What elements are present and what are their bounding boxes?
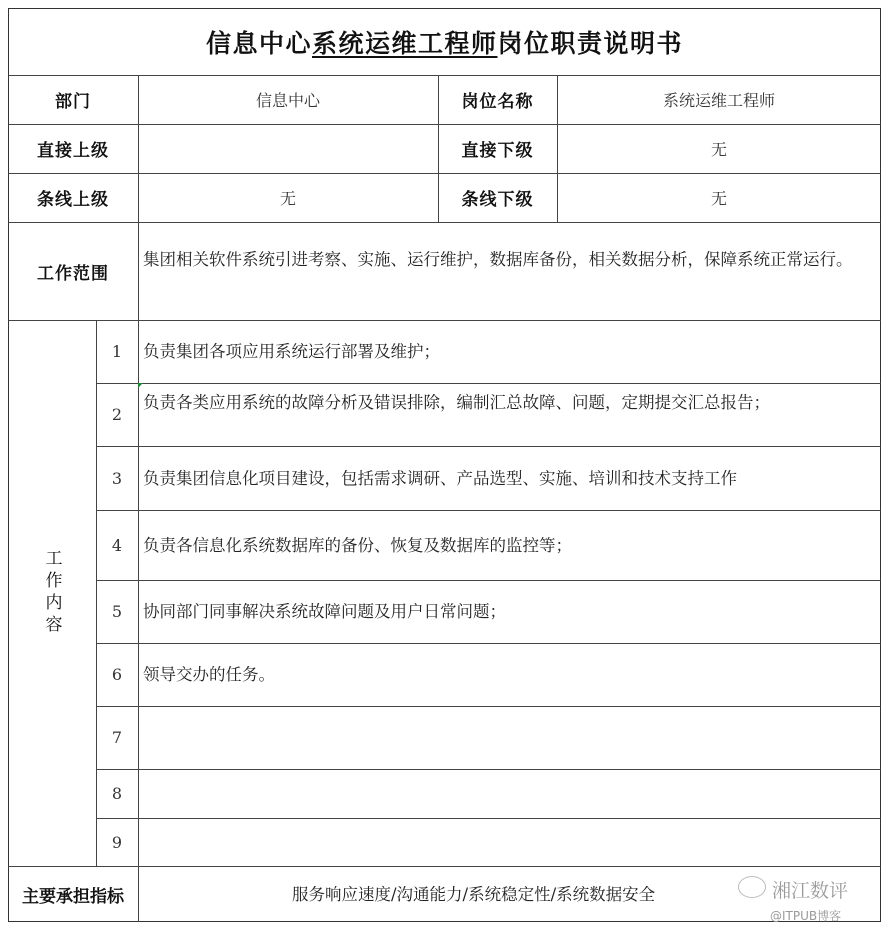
line-subordinate-label: 条线下级 xyxy=(461,190,534,210)
direct-superior-label: 直接上级 xyxy=(37,141,109,161)
divider xyxy=(96,706,881,707)
duty-text: 负责各类应用系统的故障分析及错误排除，编制汇总故障、问题，定期提交汇总报告； xyxy=(143,393,770,412)
duty-number: 5 xyxy=(111,602,123,621)
duty-number: 8 xyxy=(111,784,123,803)
duty-text: 负责集团各项应用系统运行部署及维护； xyxy=(143,342,440,361)
divider xyxy=(96,446,881,447)
duty-number: 1 xyxy=(111,342,123,361)
duty-number: 9 xyxy=(111,832,123,852)
duty-number: 7 xyxy=(111,728,123,747)
duty-text: 负责集团信息化项目建设，包括需求调研、产品选型、实施、培训和技术支持工作 xyxy=(143,469,737,488)
line-superior-label: 条线上级 xyxy=(37,190,109,210)
line-superior-value: 无 xyxy=(279,189,296,208)
scope-text: 集团相关软件系统引进考察、实施、运行维护，数据库备份，相关数据分析，保障系统正常运行。 xyxy=(143,250,853,269)
department-value: 信息中心 xyxy=(255,91,320,110)
title-underlined: 系统运维工程师 xyxy=(311,28,498,58)
divider xyxy=(96,510,881,511)
position-value: 系统运维工程师 xyxy=(662,91,775,110)
direct-superior-value xyxy=(138,124,438,173)
duties-label-cell xyxy=(8,320,96,866)
duty-number: 6 xyxy=(111,665,123,684)
duty-text: 协同部门同事解决系统故障问题及用户日常问题； xyxy=(143,602,506,621)
wechat-icon xyxy=(738,876,766,898)
watermark-source: @ITPUB博客 xyxy=(770,909,842,923)
duty-text: 领导交办的任务。 xyxy=(143,665,275,684)
line-subordinate-value: 无 xyxy=(710,189,727,208)
direct-subordinate-label: 直接下级 xyxy=(461,141,534,161)
title-suffix: 岗位职责说明书 xyxy=(497,28,684,58)
direct-subordinate-value: 无 xyxy=(710,140,727,159)
duty-number: 4 xyxy=(111,535,123,555)
duty-number: 3 xyxy=(111,468,123,488)
kpi-label: 主要承担指标 xyxy=(22,886,124,907)
kpi-text: 服务响应速度/沟通能力/系统稳定性/系统数据安全 xyxy=(292,885,656,904)
title-prefix: 信息中心 xyxy=(205,28,312,58)
divider xyxy=(96,643,881,644)
cell-comment-marker xyxy=(138,383,143,388)
scope-label: 工作范围 xyxy=(37,263,109,284)
divider xyxy=(96,818,881,819)
divider xyxy=(96,383,881,384)
duty-number: 2 xyxy=(111,405,123,424)
page-title xyxy=(8,8,881,75)
department-label: 部门 xyxy=(55,92,91,112)
duties-label: 工作内容 xyxy=(41,549,62,637)
divider xyxy=(96,580,881,581)
divider xyxy=(96,769,881,770)
watermark-brand: 湘江数评 xyxy=(772,880,849,902)
duty-text: 负责各信息化系统数据库的备份、恢复及数据库的监控等； xyxy=(143,536,572,555)
position-label: 岗位名称 xyxy=(461,92,534,112)
